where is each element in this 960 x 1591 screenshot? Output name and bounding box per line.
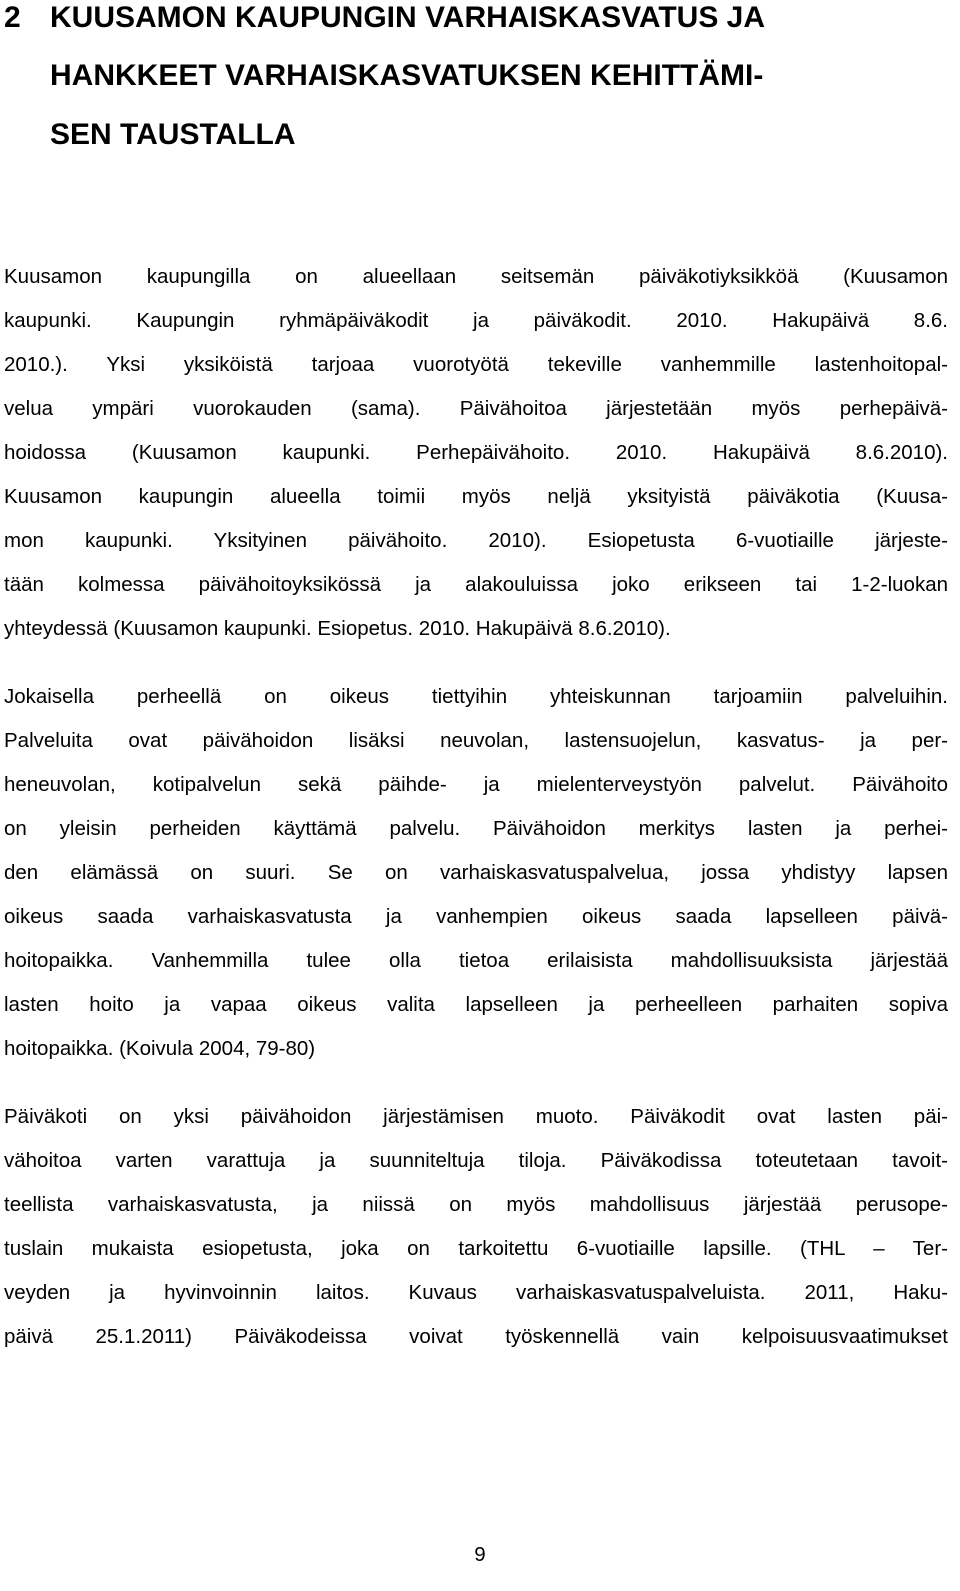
paragraph-line: 2010.). Yksi yksiköistä tarjoaa vuorotyötä tekeville vanhemmille lastenhoitopal- <box>4 353 948 376</box>
paragraph-line: hoidossa (Kuusamon kaupunki. Perhepäivähoito. 2010. Hakupäivä 8.6.2010). <box>4 441 948 464</box>
paragraph-line: vähoitoa varten varattuja ja suunniteltuja tiloja. Päiväkodissa toteutetaan tavoit- <box>4 1149 948 1172</box>
paragraph-line: lasten hoito ja vapaa oikeus valita lapselleen ja perheelleen parhaiten sopiva <box>4 993 948 1016</box>
paragraph-line: Kuusamon kaupungilla on alueellaan seitsemän päiväkotiyksikköä (Kuusamon <box>4 265 948 288</box>
paragraph-line: Päiväkoti on yksi päivähoidon järjestämisen muoto. Päiväkodit ovat lasten päi- <box>4 1105 948 1128</box>
paragraph-line: on yleisin perheiden käyttämä palvelu. Päivähoidon merkitys lasten ja perhei- <box>4 817 948 840</box>
paragraph-line: Jokaisella perheellä on oikeus tiettyihin yhteiskunnan tarjoamiin palveluihin. <box>4 685 948 708</box>
paragraph-line: hoitopaikka. Vanhemmilla tulee olla tietoa erilaisista mahdollisuuksista järjestää <box>4 949 948 972</box>
section-title-line-1: KUUSAMON KAUPUNGIN VARHAISKASVATUS JA <box>50 1 766 34</box>
paragraph-line: teellista varhaiskasvatusta, ja niissä on myös mahdollisuus järjestää perusope- <box>4 1193 948 1216</box>
section-number: 2 <box>4 1 21 34</box>
paragraph-line: Palveluita ovat päivähoidon lisäksi neuvolan, lastensuojelun, kasvatus- ja per- <box>4 729 948 752</box>
paragraph-line: yhteydessä (Kuusamon kaupunki. Esiopetus. 2010. Hakupäivä 8.6.2010). <box>4 617 671 640</box>
paragraph-line: päivä 25.1.2011) Päiväkodeissa voivat työskennellä vain kelpoisuusvaatimukset <box>4 1325 948 1348</box>
paragraph-line: heneuvolan, kotipalvelun sekä päihde- ja mielenterveystyön palvelut. Päivähoito <box>4 773 948 796</box>
paragraph-line: kaupunki. Kaupungin ryhmäpäiväkodit ja päiväkodit. 2010. Hakupäivä 8.6. <box>4 309 948 332</box>
paragraph-line: velua ympäri vuorokauden (sama). Päivähoitoa järjestetään myös perhepäivä- <box>4 397 948 420</box>
section-title-line-3: SEN TAUSTALLA <box>50 118 296 151</box>
paragraph-line: veyden ja hyvinvoinnin laitos. Kuvaus varhaiskasvatuspalveluista. 2011, Haku- <box>4 1281 948 1304</box>
paragraph-line: den elämässä on suuri. Se on varhaiskasvatuspalvelua, jossa yhdistyy lapsen <box>4 861 948 884</box>
paragraph-line: mon kaupunki. Yksityinen päivähoito. 2010). Esiopetusta 6-vuotiaille järjeste- <box>4 529 948 552</box>
paragraph-line: oikeus saada varhaiskasvatusta ja vanhempien oikeus saada lapselleen päivä- <box>4 905 948 928</box>
section-title-line-2: HANKKEET VARHAISKASVATUKSEN KEHITTÄMI- <box>50 59 764 92</box>
paragraph-line: tään kolmessa päivähoitoyksikössä ja alakouluissa joko erikseen tai 1-2-luokan <box>4 573 948 596</box>
paragraph-line: tuslain mukaista esiopetusta, joka on tarkoitettu 6-vuotiaille lapsille. (THL – Ter- <box>4 1237 948 1260</box>
paragraph-line: Kuusamon kaupungin alueella toimii myös neljä yksityistä päiväkotia (Kuusa- <box>4 485 948 508</box>
page-number: 9 <box>474 1543 486 1566</box>
paragraph-line: hoitopaikka. (Koivula 2004, 79-80) <box>4 1037 316 1060</box>
